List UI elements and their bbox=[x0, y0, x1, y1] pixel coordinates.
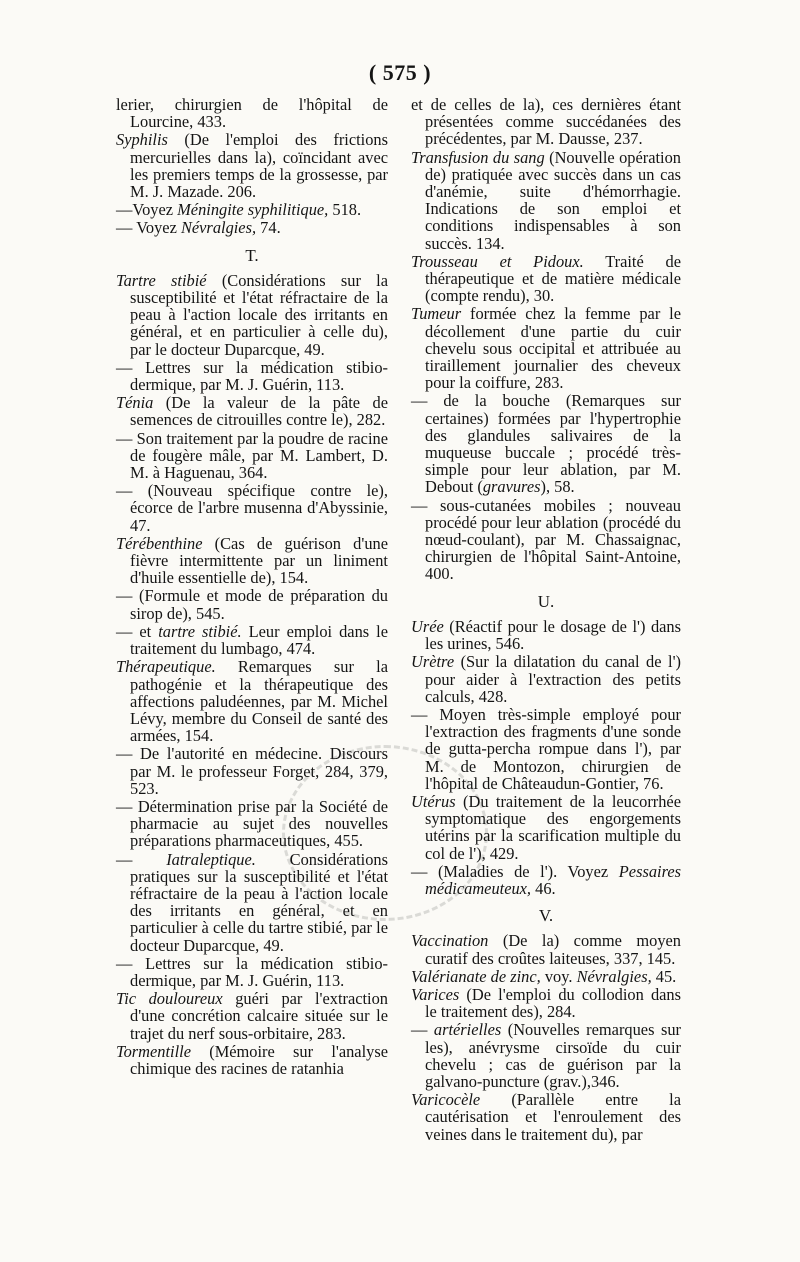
index-entry bbox=[116, 587, 388, 621]
index-entry bbox=[411, 986, 681, 1020]
entry-text: — Moyen très-simple employé pour l'extraction des fragments d'une sonde de gutta-percha rompue dans l'), par M. de Montozon, chirurgien de l'hôpital de Châteaudun-Gontier, 76. bbox=[411, 704, 681, 793]
entry-heading: Thérapeutique. bbox=[116, 657, 216, 677]
index-entry bbox=[116, 219, 388, 236]
entry-reference: Névralgies, bbox=[180, 218, 257, 238]
entry-text: — de la bouche (Remarques sur certaines) formées par l'hypertrophie des glandules salivaires de la muqueuse buccale ; procédé très-simple pour leur ablation, par M. Debout ( bbox=[411, 391, 681, 497]
index-entry bbox=[411, 653, 681, 705]
entry-text: Traité de thérapeutique et de matière médicale (compte rendu), 30. bbox=[425, 251, 682, 306]
entry-text: lerier, chirurgien de l'hôpital de Lourcine, 433. bbox=[116, 95, 388, 132]
entry-text: voy. bbox=[540, 966, 577, 986]
index-entry bbox=[411, 618, 681, 652]
entry-text: Remarques sur la pathogénie et la thérapeutique des affections paludéennes, par M. Michel Lévy, membre du Conseil de santé des armées, 154. bbox=[130, 657, 388, 746]
entry-heading: Trousseau et Pidoux. bbox=[411, 251, 584, 271]
entry-text: — Lettres sur la médication stibio-dermique, par M. J. Guérin, 113. bbox=[116, 953, 388, 990]
entry-text: et de celles de la), ces dernières étant présentées comme succédanées des précédentes, par M. Dausse, 237. bbox=[411, 95, 681, 149]
entry-text: —Voyez bbox=[116, 200, 178, 220]
index-entry bbox=[411, 497, 681, 583]
entry-text: (De l'emploi des frictions mercurielles dans la), coïncidant avec les premiers temps de la grossesse, par M. J. Mazade. 206. bbox=[130, 130, 388, 202]
entry-tail: 518. bbox=[328, 200, 362, 220]
entry-text: guéri par l'extraction d'une concrétion calcaire située sur le trajet du nerf sous-orbitaire, 283. bbox=[130, 989, 388, 1043]
index-entry bbox=[411, 1091, 681, 1143]
entry-heading: Tic douloureux bbox=[116, 989, 223, 1009]
index-entry bbox=[116, 535, 388, 587]
left-column bbox=[116, 96, 388, 1078]
index-entry bbox=[116, 482, 388, 534]
entry-text: (Sur la dilatation du canal de l') pour aider à l'extraction des petits calculs, 428. bbox=[425, 652, 681, 706]
entry-heading: Valérianate de zinc, bbox=[411, 966, 541, 986]
index-entry bbox=[116, 430, 388, 482]
entry-heading: Tormentille bbox=[116, 1041, 191, 1061]
page-number: ( 575 ) bbox=[368, 60, 432, 85]
entry-text: — sous-cutanées mobiles ; nouveau procédé pour leur ablation (procédé du nœud-coulant), par M. Chassaignac, chirurgien de l'hôpital Saint-Antoine, 400. bbox=[411, 495, 681, 584]
index-entry bbox=[116, 623, 388, 657]
entry-text: — Son traitement par la poudre de racine de fougère mâle, par M. Lambert, D. M. à Haguenau, 364. bbox=[116, 428, 388, 483]
entry-tail: ), 58. bbox=[540, 477, 575, 497]
entry-reference: tartre stibié. bbox=[158, 621, 242, 641]
index-entry bbox=[411, 96, 681, 148]
index-entry bbox=[411, 1021, 681, 1090]
index-entry bbox=[116, 359, 388, 393]
index-entry bbox=[411, 793, 681, 862]
entry-text: (Nouvelle opération de) pratiquée avec succès dans un cas d'anémie, suite d'hémorrhagie. Indications de son emploi et conditions indispensables à son succès. 134. bbox=[425, 147, 681, 253]
index-entry bbox=[116, 201, 388, 218]
entry-heading: Transfusion du sang bbox=[411, 147, 545, 167]
index-entry bbox=[411, 149, 681, 252]
index-entry bbox=[116, 658, 388, 744]
index-entry bbox=[116, 272, 388, 358]
entry-heading: Urètre bbox=[411, 652, 455, 672]
entry-reference: artérielles bbox=[433, 1020, 502, 1040]
entry-text: — bbox=[411, 1020, 434, 1040]
entry-text: — De l'autorité en médecine. Discours par M. le professeur Forget, 284, 379, 523. bbox=[116, 744, 388, 798]
entry-text: — (Nouveau spécifique contre le), écorce de l'arbre musenna d'Abyssinie, 47. bbox=[116, 481, 388, 535]
index-entry bbox=[411, 253, 681, 305]
entry-heading: Utérus bbox=[411, 791, 456, 811]
entry-text: formée chez la femme par le décollement d'une partie du cuir chevelu sous occipital et attribuée au tiraillement journalier des cheveux pour la coiffure, 283. bbox=[425, 304, 681, 393]
entry-heading: Vaccination bbox=[411, 931, 489, 951]
index-entry bbox=[411, 706, 681, 792]
entry-text: (Mémoire sur l'analyse chimique des racines de ratanhia bbox=[130, 1041, 388, 1078]
entry-reference: Névralgies, bbox=[576, 966, 652, 986]
entry-tail: 46. bbox=[531, 878, 556, 898]
entry-text: (Réactif pour le dosage de l') dans les urines, 546. bbox=[425, 616, 681, 654]
entry-tail: 45. bbox=[651, 966, 677, 986]
index-entry bbox=[116, 990, 388, 1042]
entry-heading: Varices bbox=[411, 984, 460, 1004]
index-entry bbox=[116, 745, 388, 797]
entry-text: — Voyez bbox=[116, 218, 181, 238]
entry-text: (Du traitement de la leucorrhée symptomatique des engorgements utérins par la scarification multiple du col de l'), 429. bbox=[425, 791, 681, 863]
entry-text: — Détermination prise par la Société de pharmacie au sujet des nouvelles préparations pharmaceutiques, 455. bbox=[116, 796, 388, 851]
section-letter: T. bbox=[245, 245, 259, 265]
entry-text: (De la valeur de la pâte de semences de citrouilles contre le), 282. bbox=[130, 393, 388, 430]
entry-text: (Considérations sur la susceptibilité et l'état réfractaire de la peau à l'action locale des irritants en général, et en particulier à celle du), par le docteur Duparcque, 49. bbox=[130, 270, 388, 359]
entry-heading: Tartre stibié bbox=[116, 270, 207, 290]
entry-text: — Lettres sur la médication stibio-dermique, par M. J. Guérin, 113. bbox=[116, 357, 388, 395]
entry-reference: gravures bbox=[482, 477, 541, 497]
index-entry bbox=[116, 798, 388, 850]
entry-heading: Térébenthine bbox=[116, 533, 203, 553]
index-entry bbox=[411, 968, 681, 985]
entry-tail: (Nouvelles remarques sur les), anévrysme cirsoïde du cuir chevelu ; cas de guérison par la galvano-puncture (grav.),346. bbox=[425, 1020, 681, 1091]
entry-reference: Iatraleptique. bbox=[166, 849, 256, 869]
entry-text: — (Formule et mode de préparation du sirop de), 545. bbox=[116, 586, 388, 623]
entry-text: (Cas de guérison d'une fièvre intermittente par un liniment d'huile essentielle de), 154. bbox=[130, 533, 388, 588]
entry-text: — (Maladies de l'). Voyez bbox=[411, 861, 619, 881]
index-entry bbox=[116, 96, 388, 130]
entry-heading: Ténia bbox=[116, 393, 154, 413]
entry-reference: Méningite syphilitique, bbox=[177, 200, 329, 220]
index-entry bbox=[411, 392, 681, 495]
index-entry bbox=[411, 932, 681, 966]
section-letter: V. bbox=[538, 906, 554, 926]
right-column bbox=[411, 96, 681, 1144]
entry-heading: Tumeur bbox=[411, 304, 462, 324]
index-entry bbox=[116, 851, 388, 954]
entry-text: — et bbox=[116, 621, 159, 641]
entry-tail: Considérations pratiques sur la susceptibilité et l'état réfractaire de la peau à l'action locale des irritants en général, et en particulier à celle du tartre stibié, par le docteur Duparcque, 49. bbox=[130, 849, 388, 955]
index-entry bbox=[116, 955, 388, 989]
section-letter: U. bbox=[537, 591, 555, 611]
entry-heading: Urée bbox=[411, 616, 444, 636]
entry-heading: Varicocèle bbox=[411, 1090, 481, 1110]
index-entry bbox=[411, 305, 681, 391]
entry-text: (Parallèle entre la cautérisation et l'enroulement des veines dans le traitement du), par bbox=[425, 1090, 681, 1144]
entry-text: — bbox=[116, 849, 167, 869]
entry-text: (De la) comme moyen curatif des croûtes laiteuses, 337, 145. bbox=[425, 931, 681, 968]
index-entry bbox=[411, 863, 681, 897]
entry-tail: Leur emploi dans le traitement du lumbago, 474. bbox=[130, 621, 388, 659]
entry-heading: Syphilis bbox=[116, 130, 168, 150]
index-entry bbox=[116, 394, 388, 428]
index-entry bbox=[116, 131, 388, 200]
entry-reference: Pessaires médicameuteux, bbox=[425, 861, 681, 898]
entry-tail: 74. bbox=[256, 218, 281, 238]
index-entry bbox=[116, 1043, 388, 1077]
entry-text: (De l'emploi du collodion dans le traitement des), 284. bbox=[425, 984, 681, 1022]
